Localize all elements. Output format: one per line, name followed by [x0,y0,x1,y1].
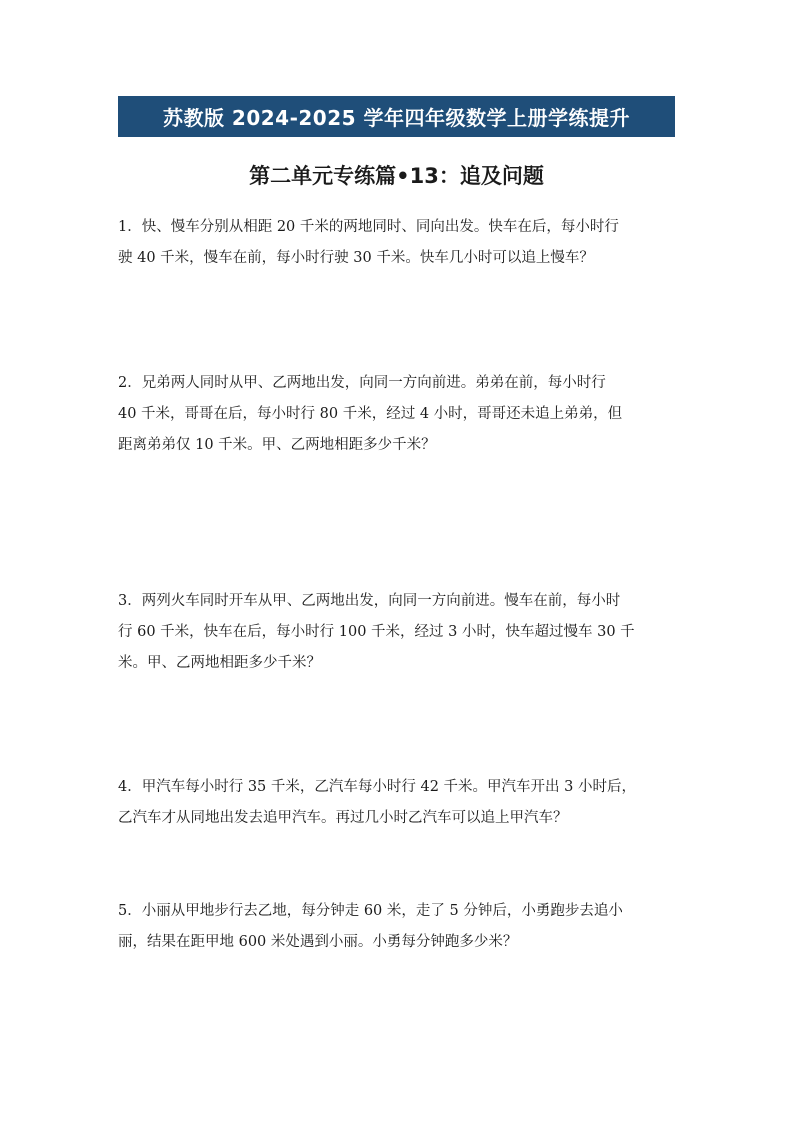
question-line: 行 60 千米，快车在后，每小时行 100 千米，经过 3 小时，快车超过慢车 30 千 [118,624,635,640]
question-line: 5．小丽从甲地步行去乙地，每分钟走 60 米，走了 5 分钟后，小勇跑步去追小 [118,903,623,919]
question-line: 驶 40 千米，慢车在前，每小时行驶 30 千米。快车几小时可以追上慢车？ [118,250,594,266]
section-subtitle: 第二单元专练篇•13：追及问题 [249,164,544,188]
question-2 [118,368,678,461]
question-line: 丽，结果在距甲地 600 米处遇到小丽。小勇每分钟跑多少米？ [118,934,518,950]
question-line: 40 千米，哥哥在后，每小时行 80 千米，经过 4 小时，哥哥还未追上弟弟，但 [118,406,623,422]
question-line: 乙汽车才从同地出发去追甲汽车。再过几小时乙汽车可以追上甲汽车？ [118,810,568,826]
title-banner [118,96,675,137]
question-line: 距离弟弟仅 10 千米。甲、乙两地相距多少千米？ [118,437,436,453]
question-5 [118,896,678,958]
question-line: 3．两列火车同时开车从甲、乙两地出发，向同一方向前进。慢车在前，每小时 [118,593,621,609]
question-4 [118,772,678,834]
question-1 [118,212,678,274]
question-line: 1．快、慢车分别从相距 20 千米的两地同时、同向出发。快车在后，每小时行 [118,219,619,235]
question-line: 2．兄弟两人同时从甲、乙两地出发，向同一方向前进。弟弟在前，每小时行 [118,375,606,391]
banner-title: 苏教版 2024-2025 学年四年级数学上册学练提升 [162,106,631,130]
question-3 [118,586,678,679]
question-line: 4．甲汽车每小时行 35 千米，乙汽车每小时行 42 千米。甲汽车开出 3 小时后， [118,779,637,795]
question-line: 米。甲、乙两地相距多少千米？ [118,655,321,671]
